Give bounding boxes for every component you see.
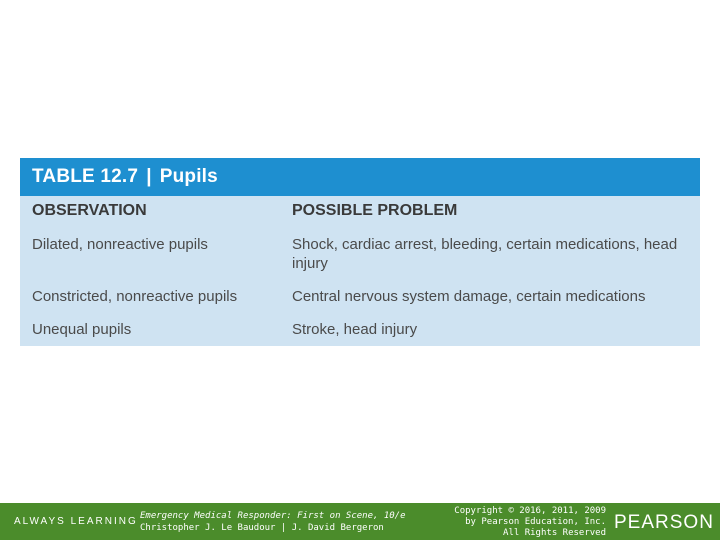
column-header-observation: OBSERVATION — [32, 202, 147, 219]
row-2-problem: Central nervous system damage, certain medications — [292, 288, 646, 305]
pupils-table — [20, 158, 700, 346]
book-title: Emergency Medical Responder: First on Scene, 10/e — [140, 511, 406, 521]
row-3-observation: Unequal pupils — [32, 321, 132, 338]
footer-bar — [0, 503, 720, 540]
copyright-notice — [440, 506, 606, 539]
book-citation — [140, 510, 406, 534]
pearson-logo: PEARSON — [614, 512, 714, 533]
always-learning-tagline: ALWAYS LEARNING — [14, 516, 138, 527]
row-3-problem: Stroke, head injury — [292, 321, 418, 338]
row-1-observation: Dilated, nonreactive pupils — [32, 236, 208, 253]
copyright-line-3: All Rights Reserved — [503, 528, 606, 538]
row-1-problem: Shock, cardiac arrest, bleeding, certain medications, head injury — [292, 236, 678, 272]
table-separator: | — [146, 166, 152, 187]
table-title: Pupils — [159, 166, 218, 187]
row-2-observation: Constricted, nonreactive pupils — [32, 288, 238, 305]
copyright-line-1: Copyright © 2016, 2011, 2009 — [454, 506, 606, 516]
table-header — [20, 158, 700, 196]
table-number: TABLE 12.7 — [32, 166, 139, 187]
column-header-possible-problem: POSSIBLE PROBLEM — [292, 202, 458, 219]
copyright-line-2: by Pearson Education, Inc. — [465, 517, 606, 527]
book-authors: Christopher J. Le Baudour | J. David Bergeron — [140, 523, 384, 533]
